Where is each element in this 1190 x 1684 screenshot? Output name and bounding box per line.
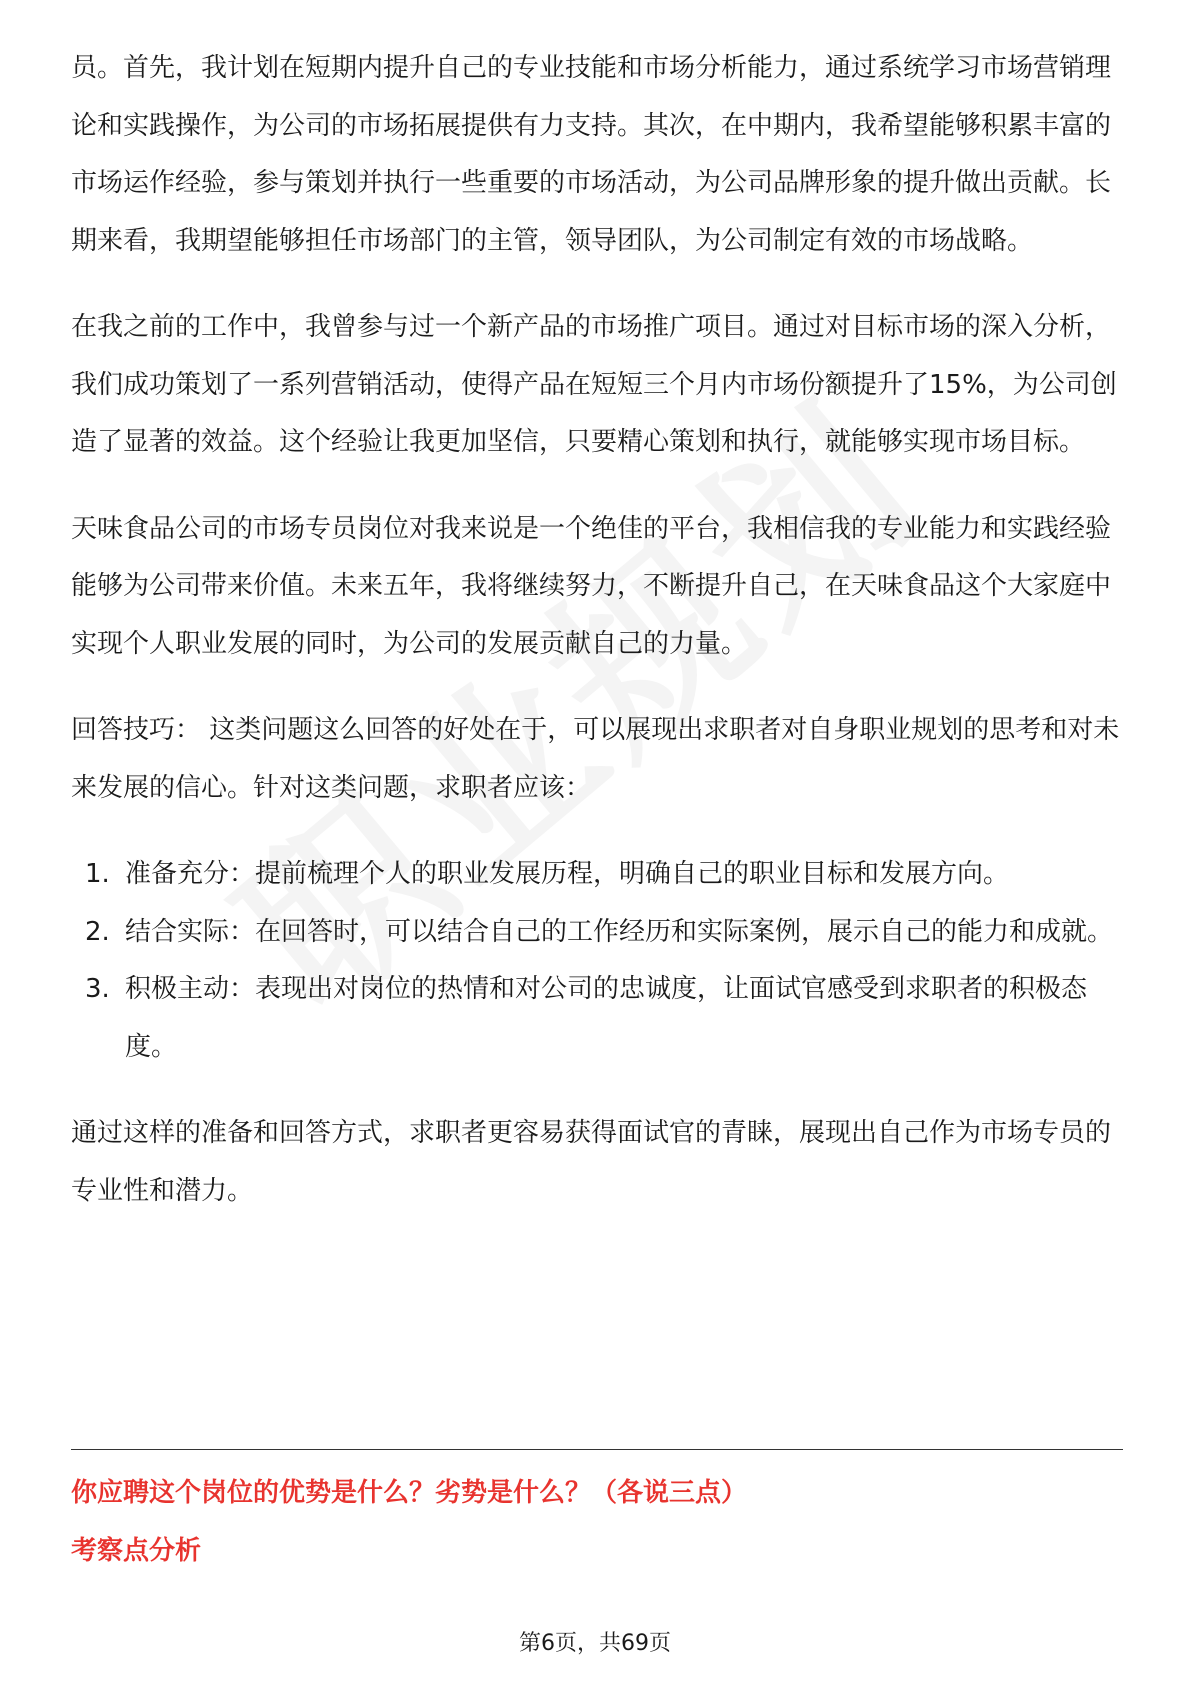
list-item-text: 结合实际：在回答时，可以结合自己的工作经历和实际案例，展示自己的能力和成就。 xyxy=(125,916,1114,947)
paragraph-career-plan: 员。首先，我计划在短期内提升自己的专业技能和市场分析能力，通过系统学习市场营销理论和实践操作，为公司的市场拓展提供有力支持。其次，在中期内，我希望能够积累丰富的市场运作经验，参与策划并执行一些重要的市场活动，为公司品牌形象的提升做出贡献。长期来看，我期望能够担任市场部门的主管，领导团队，为公司制定有效的市场战略。 xyxy=(71,53,1112,256)
list-item xyxy=(71,961,1123,1076)
page-footer: 第6页，共69页 xyxy=(519,1631,671,1656)
list-item xyxy=(71,904,1123,962)
paragraph-past-experience: 在我之前的工作中，我曾参与过一个新产品的市场推广项目。通过对目标市场的深入分析，我们成功策划了一系列营销活动，使得产品在短短三个月内市场份额提升了15%，为公司创造了显著的效益。这个经验让我更加坚信，只要精心策划和执行，就能够实现市场目标。 xyxy=(71,312,1117,457)
paragraph-closing: 通过这样的准备和回答方式，求职者更容易获得面试官的青睐，展现出自己作为市场专员的专业性和潜力。 xyxy=(71,1118,1112,1206)
section-divider xyxy=(71,1449,1123,1450)
list-number: 2. xyxy=(85,916,110,947)
paragraph-company-fit: 天味食品公司的市场专员岗位对我来说是一个绝佳的平台，我相信我的专业能力和实践经验能够为公司带来价值。未来五年，我将继续努力，不断提升自己，在天味食品这个大家庭中实现个人职业发展的同时，为公司的发展贡献自己的力量。 xyxy=(71,513,1112,659)
analysis-heading: 考察点分析 xyxy=(71,1536,202,1566)
list-item-text: 积极主动：表现出对岗位的热情和对公司的忠诚度，让面试官感受到求职者的积极态度。 xyxy=(125,974,1088,1062)
list-number: 3. xyxy=(85,974,110,1004)
paragraph-answer-tips: 回答技巧： 这类问题这么回答的好处在于，可以展现出求职者对自身职业规划的思考和对未来发展的信心。针对这类问题，求职者应该： xyxy=(71,715,1120,803)
list-item-text: 准备充分：提前梳理个人的职业发展历程，明确自己的职业目标和发展方向。 xyxy=(125,859,1010,889)
list-number: 1. xyxy=(85,859,110,889)
tips-list xyxy=(71,846,1123,1076)
list-item xyxy=(71,846,1123,904)
document-body xyxy=(71,40,1123,1249)
question-heading: 你应聘这个岗位的优势是什么？劣势是什么？（各说三点） xyxy=(71,1478,748,1508)
